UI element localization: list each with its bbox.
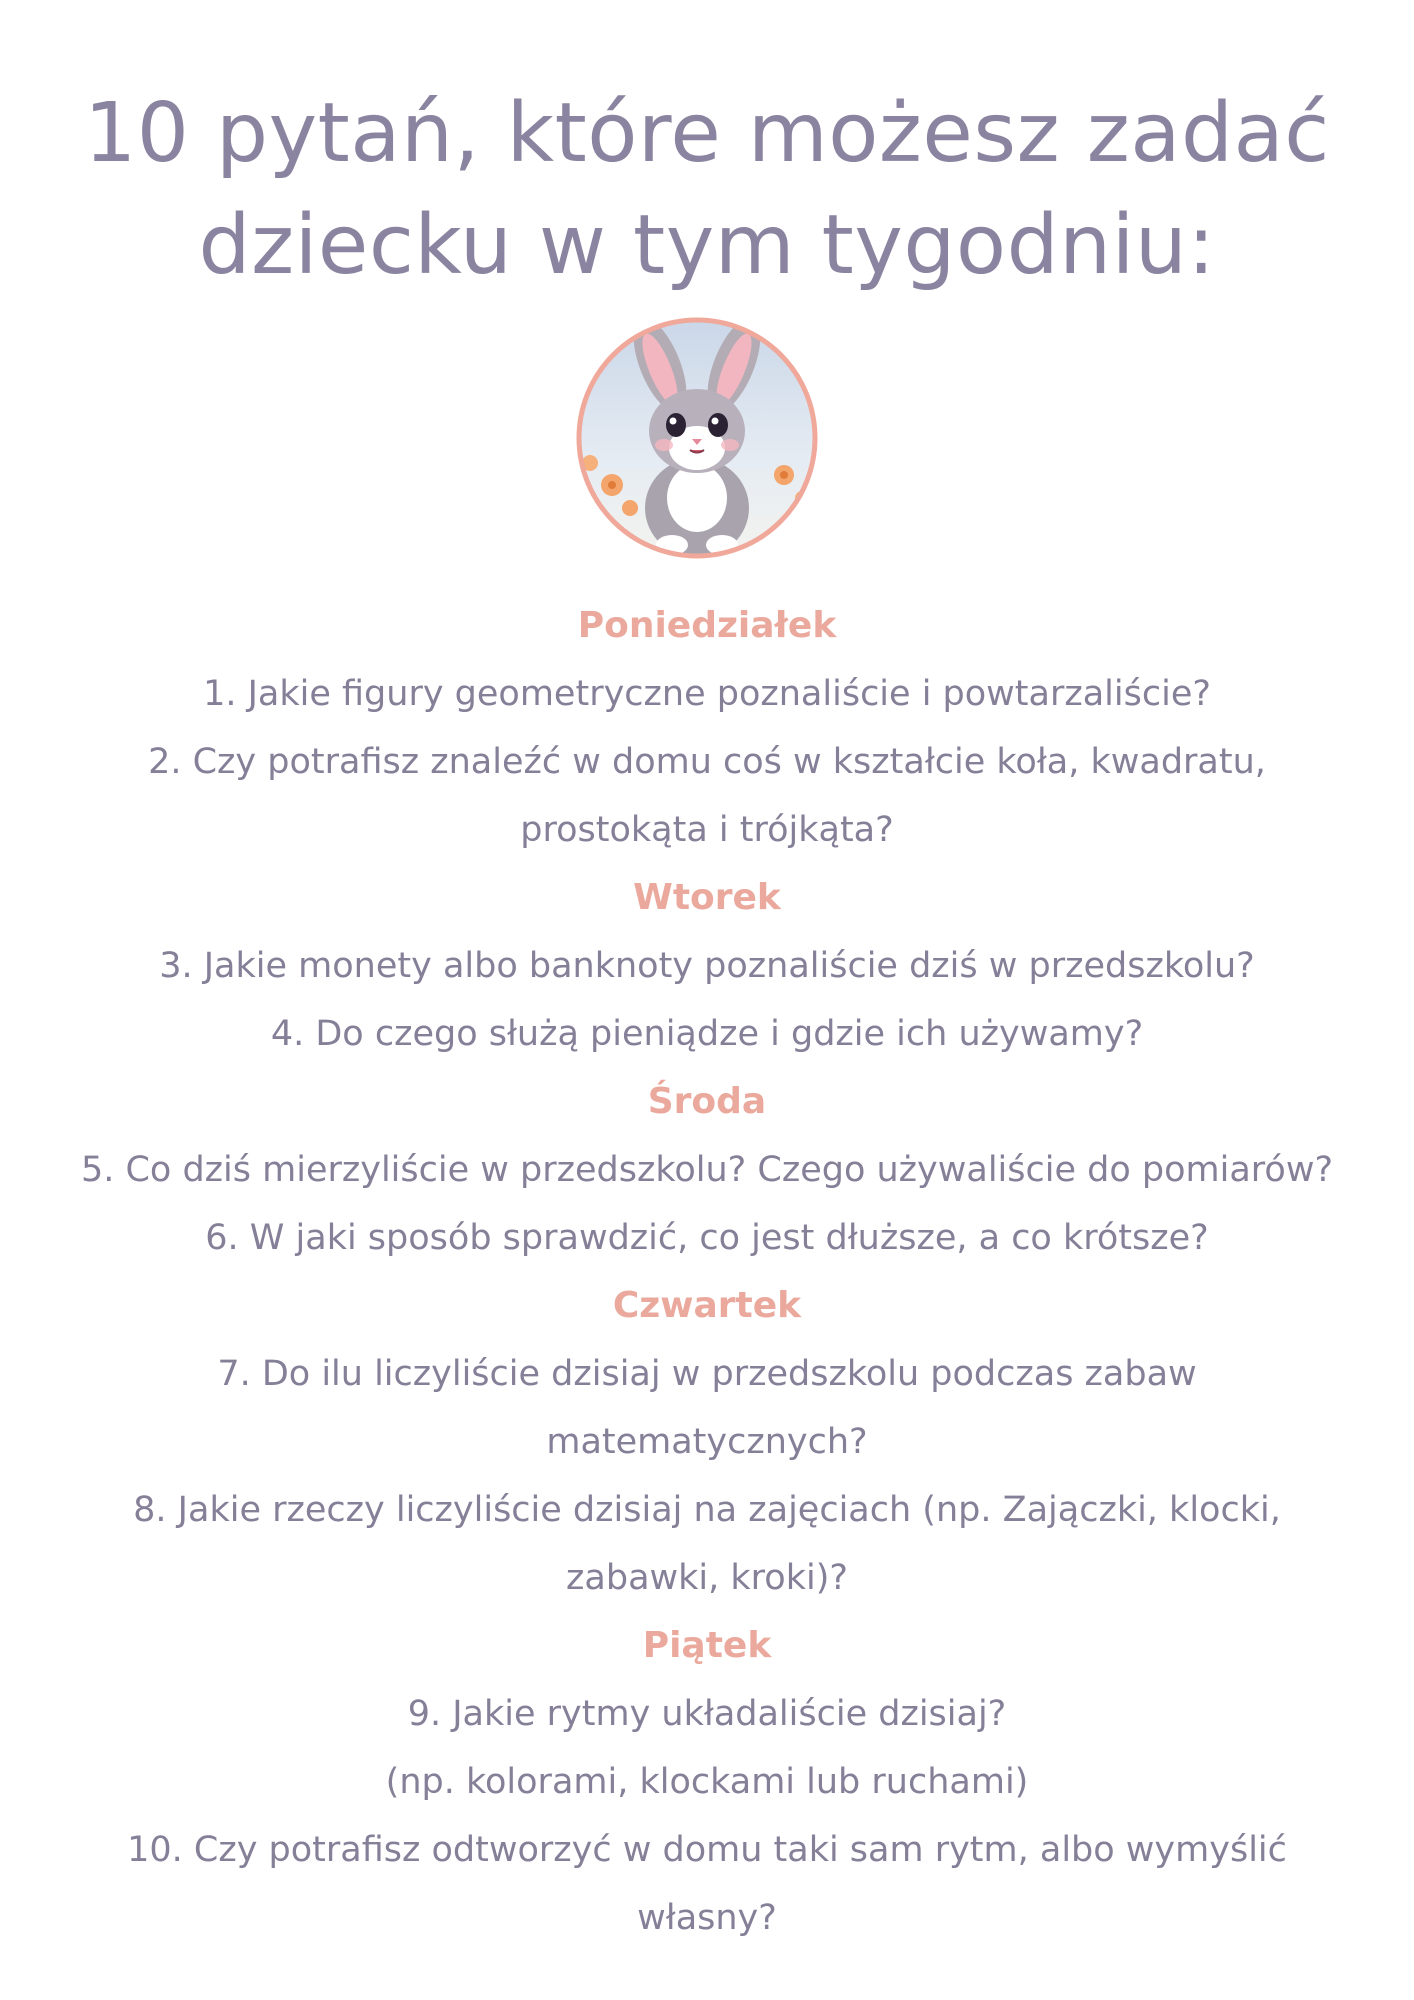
day-heading: Czwartek: [612, 1285, 802, 1326]
day-heading: Piątek: [642, 1625, 772, 1666]
question-line: 3. Jakie monety albo banknoty poznaliście dziś w przedszkolu?: [159, 946, 1255, 986]
question-line: (np. kolorami, klockami lub ruchami): [385, 1762, 1029, 1802]
question-line: 2. Czy potrafisz znaleźć w domu coś w kształcie koła, kwadratu,: [148, 742, 1266, 782]
title-line-1: 10 pytań, które możesz zadać: [84, 86, 1330, 181]
question-line: 1. Jakie figury geometryczne poznaliście i powtarzaliście?: [203, 674, 1211, 714]
day-heading: Poniedziałek: [577, 605, 837, 646]
question-line: 7. Do ilu liczyliście dzisiaj w przedszkolu podczas zabaw: [217, 1354, 1197, 1394]
question-line: 5. Co dziś mierzyliście w przedszkolu? Czego używaliście do pomiarów?: [80, 1150, 1334, 1190]
question-line: matematycznych?: [546, 1422, 868, 1462]
question-line: 6. W jaki sposób sprawdzić, co jest dłuższe, a co krótsze?: [205, 1218, 1209, 1258]
question-line: 8. Jakie rzeczy liczyliście dzisiaj na zajęciach (np. Zajączki, klocki,: [133, 1490, 1281, 1530]
bunny-icon: [572, 313, 822, 563]
question-line: 10. Czy potrafisz odtworzyć w domu taki sam rytm, albo wymyślić: [127, 1830, 1287, 1870]
day-heading: Wtorek: [633, 877, 781, 918]
question-line: prostokąta i trójkąta?: [520, 810, 894, 850]
question-list: [0, 592, 1414, 1952]
day-heading: Środa: [647, 1081, 767, 1122]
question-line: 9. Jakie rytmy układaliście dzisiaj?: [407, 1694, 1007, 1734]
page-title: [0, 78, 1414, 302]
bunny-illustration: [572, 313, 822, 563]
title-line-2: dziecku w tym tygodniu:: [198, 198, 1216, 293]
question-line: własny?: [637, 1898, 777, 1938]
question-line: zabawki, kroki)?: [566, 1558, 848, 1598]
question-line: 4. Do czego służą pieniądze i gdzie ich używamy?: [270, 1014, 1144, 1054]
